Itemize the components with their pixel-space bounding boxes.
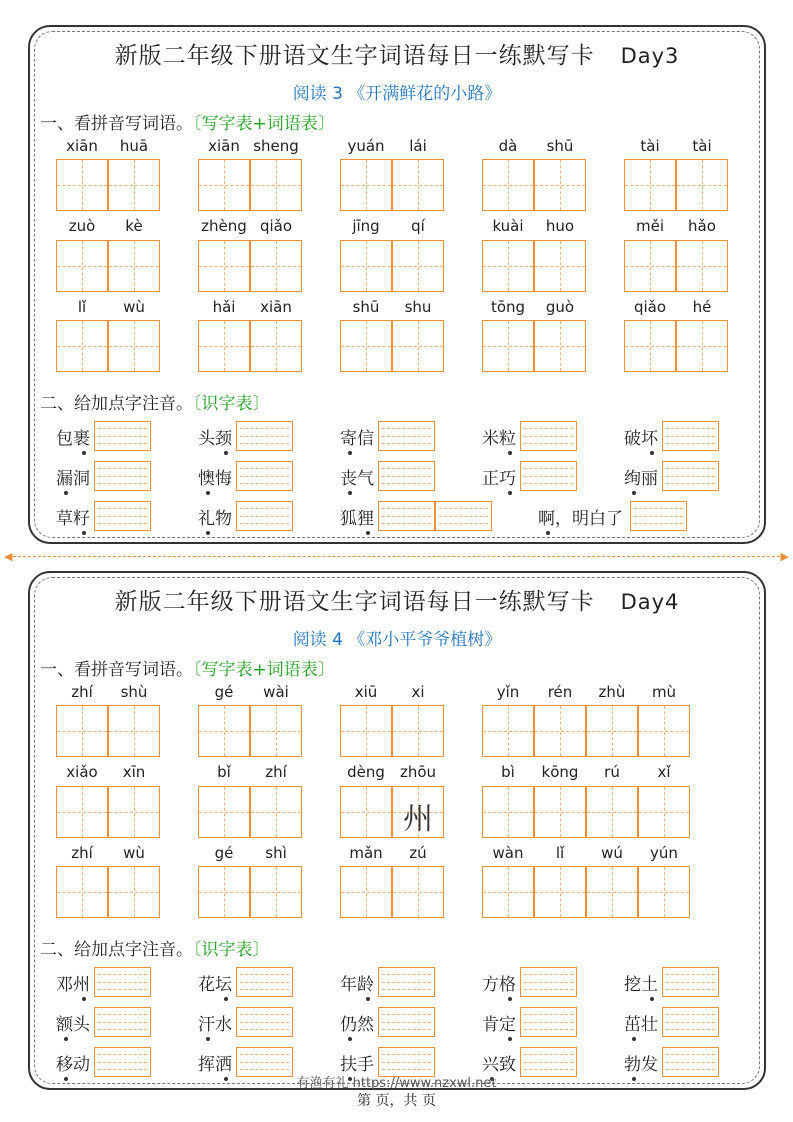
phonetic-word: 丧气 — [340, 469, 374, 489]
writing-box[interactable] — [482, 240, 534, 292]
answer-box[interactable] — [236, 1007, 293, 1037]
emphasis-dot — [64, 1037, 68, 1041]
answer-box[interactable] — [236, 967, 293, 997]
pinyin-label: hǎo — [688, 217, 716, 235]
writing-box[interactable] — [108, 866, 160, 918]
writing-box[interactable] — [534, 320, 586, 372]
pinyin-label: qí — [411, 217, 425, 235]
pinyin-label: zuò — [68, 217, 96, 235]
writing-box[interactable] — [392, 866, 444, 918]
phonetic-word: 邓州 — [56, 975, 90, 995]
answer-box[interactable] — [94, 967, 151, 997]
answer-box[interactable] — [378, 421, 435, 451]
writing-box[interactable] — [198, 240, 250, 292]
answer-box[interactable] — [662, 421, 719, 451]
emphasis-dot — [64, 491, 68, 495]
phonetic-word: 仍然 — [340, 1015, 374, 1035]
writing-box[interactable] — [56, 320, 108, 372]
pinyin-label: gé — [214, 844, 234, 862]
writing-box[interactable] — [392, 159, 444, 211]
writing-box[interactable] — [586, 866, 638, 918]
phonetic-word: 礼物 — [198, 509, 232, 529]
section-phonetic-heading: 二、给加点字注音。〔识字表〕 — [40, 394, 270, 414]
phonetic-word: 勃发 — [624, 1055, 658, 1075]
emphasis-dot — [224, 451, 228, 455]
pinyin-label: qiǎo — [259, 217, 293, 235]
phonetic-word: 绚丽 — [624, 469, 658, 489]
pinyin-label: shū — [352, 298, 380, 316]
pinyin-label: tōng — [490, 298, 526, 316]
writing-box[interactable] — [250, 786, 302, 838]
emphasis-dot — [366, 531, 370, 535]
answer-box[interactable] — [435, 501, 492, 531]
emphasis-dot — [348, 451, 352, 455]
phonetic-word: 汗水 — [198, 1015, 232, 1035]
emphasis-dot — [508, 491, 512, 495]
writing-box[interactable] — [392, 705, 444, 757]
emphasis-dot — [632, 491, 636, 495]
answer-box[interactable] — [94, 421, 151, 451]
emphasis-dot — [82, 451, 86, 455]
pinyin-label: xǐ — [657, 763, 671, 781]
writing-box[interactable] — [250, 705, 302, 757]
answer-box[interactable] — [378, 1007, 435, 1037]
phonetic-word: 漏洞 — [56, 469, 90, 489]
pinyin-label: xiǎo — [66, 763, 98, 781]
pinyin-label: xiān — [260, 298, 292, 316]
writing-box[interactable] — [676, 159, 728, 211]
writing-box[interactable] — [56, 705, 108, 757]
emphasis-dot — [650, 997, 654, 1001]
pinyin-label: lǐ — [555, 844, 565, 862]
phonetic-word: 移动 — [56, 1055, 90, 1075]
cut-line — [8, 556, 785, 557]
pinyin-label: kè — [125, 217, 143, 235]
writing-box[interactable] — [534, 705, 586, 757]
emphasis-dot — [650, 451, 654, 455]
emphasis-dot — [224, 997, 228, 1001]
prefilled-char: 州 — [403, 802, 433, 837]
writing-box[interactable] — [250, 866, 302, 918]
answer-box[interactable] — [520, 967, 577, 997]
writing-box[interactable] — [56, 159, 108, 211]
phonetic-word: 懊悔 — [198, 469, 232, 489]
writing-box[interactable] — [340, 866, 392, 918]
emphasis-dot — [546, 531, 550, 535]
emphasis-dot — [508, 451, 512, 455]
section-pinyin-heading: 一、看拼音写词语。〔写字表+词语表〕 — [40, 660, 335, 680]
pinyin-label: kōng — [541, 763, 579, 781]
writing-box[interactable] — [108, 159, 160, 211]
answer-box[interactable] — [662, 461, 719, 491]
card-subtitle: 阅读 4 《邓小平爷爷植树》 — [292, 630, 502, 650]
pinyin-label: wú — [601, 844, 623, 862]
writing-box[interactable] — [56, 866, 108, 918]
writing-box[interactable] — [534, 159, 586, 211]
phonetic-word: 年龄 — [340, 975, 374, 995]
writing-box[interactable] — [586, 705, 638, 757]
writing-box[interactable] — [250, 159, 302, 211]
phonetic-word: 花坛 — [198, 975, 232, 995]
arrow-left-icon: ◀ — [4, 550, 13, 563]
emphasis-dot — [206, 491, 210, 495]
pinyin-label: shu — [404, 298, 432, 316]
pinyin-label: shì — [265, 844, 287, 862]
emphasis-dot — [366, 997, 370, 1001]
pinyin-label: xiān — [66, 137, 98, 155]
writing-box[interactable] — [534, 786, 586, 838]
pinyin-label: tài — [692, 137, 712, 155]
writing-box[interactable] — [108, 320, 160, 372]
emphasis-dot — [508, 1037, 512, 1041]
writing-box[interactable] — [340, 159, 392, 211]
phonetic-word: 方格 — [482, 975, 516, 995]
writing-box[interactable] — [392, 320, 444, 372]
writing-box[interactable] — [198, 786, 250, 838]
pinyin-label: wài — [263, 683, 289, 701]
phonetic-word: 啊，明白了 — [538, 509, 623, 529]
card-day3 — [28, 25, 766, 544]
answer-box[interactable] — [520, 1007, 577, 1037]
pinyin-label: xi — [411, 683, 425, 701]
card-title: 新版二年级下册语文生字词语每日一练默写卡 Day3 — [114, 43, 680, 69]
writing-box[interactable] — [340, 240, 392, 292]
phonetic-word: 额头 — [56, 1015, 90, 1035]
writing-box[interactable] — [108, 240, 160, 292]
writing-box[interactable] — [198, 705, 250, 757]
phonetic-word: 包裹 — [56, 429, 90, 449]
writing-box[interactable] — [624, 240, 676, 292]
phonetic-word: 米粒 — [482, 429, 516, 449]
emphasis-dot — [206, 1037, 210, 1041]
day-label: Day4 — [620, 590, 680, 614]
pinyin-label: lái — [409, 137, 427, 155]
pinyin-label: yuán — [347, 137, 385, 155]
phonetic-word: 挖土 — [624, 975, 658, 995]
emphasis-dot — [82, 997, 86, 1001]
card-subtitle: 阅读 3 《开满鲜花的小路》 — [292, 84, 502, 104]
emphasis-dot — [348, 1037, 352, 1041]
writing-box[interactable] — [198, 320, 250, 372]
writing-box[interactable] — [534, 866, 586, 918]
answer-box[interactable] — [378, 501, 435, 531]
phonetic-word: 头颈 — [198, 429, 232, 449]
writing-box[interactable] — [108, 705, 160, 757]
answer-box[interactable] — [378, 967, 435, 997]
pinyin-label: shū — [546, 137, 574, 155]
answer-box[interactable] — [236, 501, 293, 531]
pinyin-label: zhí — [71, 844, 93, 862]
writing-box[interactable] — [56, 240, 108, 292]
card-title: 新版二年级下册语文生字词语每日一练默写卡 Day4 — [114, 589, 680, 615]
writing-box[interactable] — [482, 786, 534, 838]
writing-box[interactable] — [250, 320, 302, 372]
pinyin-label: rén — [547, 683, 573, 701]
pinyin-label: sheng — [253, 137, 299, 155]
writing-box[interactable] — [482, 705, 534, 757]
pinyin-label: rú — [604, 763, 620, 781]
pinyin-label: mù — [651, 683, 677, 701]
pinyin-label: bǐ — [217, 763, 231, 781]
pinyin-label: guò — [545, 298, 575, 316]
phonetic-word: 狐狸 — [340, 509, 374, 529]
writing-box[interactable] — [340, 705, 392, 757]
answer-box[interactable] — [94, 1007, 151, 1037]
writing-box[interactable] — [624, 320, 676, 372]
writing-box[interactable] — [198, 866, 250, 918]
section-phonetic-heading: 二、给加点字注音。〔识字表〕 — [40, 940, 270, 960]
writing-box[interactable] — [340, 320, 392, 372]
pinyin-label: yún — [650, 844, 678, 862]
pinyin-label: lǐ — [77, 298, 87, 316]
writing-box[interactable] — [392, 786, 444, 838]
pinyin-label: zhù — [598, 683, 626, 701]
writing-box[interactable] — [482, 866, 534, 918]
phonetic-word: 正巧 — [482, 469, 516, 489]
emphasis-dot — [348, 491, 352, 495]
pinyin-label: xiān — [208, 137, 240, 155]
writing-box[interactable] — [198, 159, 250, 211]
answer-box[interactable] — [94, 461, 151, 491]
watermark: 有渔有礼 https://www.nzxwl.net — [296, 1076, 497, 1091]
phonetic-word: 茁壮 — [624, 1015, 658, 1035]
pinyin-label: wàn — [492, 844, 524, 862]
emphasis-dot — [632, 1037, 636, 1041]
pinyin-label: zhèng — [201, 217, 247, 235]
answer-box[interactable] — [236, 421, 293, 451]
phonetic-word: 兴致 — [482, 1055, 516, 1075]
pinyin-label: xīn — [122, 763, 146, 781]
emphasis-dot — [206, 531, 210, 535]
pinyin-label: zhōu — [399, 763, 437, 781]
pinyin-label: tài — [640, 137, 660, 155]
pinyin-label: zhí — [265, 763, 287, 781]
phonetic-word: 寄信 — [340, 429, 374, 449]
answer-box[interactable] — [662, 967, 719, 997]
answer-box[interactable] — [520, 461, 577, 491]
phonetic-word: 草籽 — [56, 509, 90, 529]
card-day4 — [28, 571, 766, 1090]
emphasis-dot — [82, 531, 86, 535]
pinyin-label: huo — [545, 217, 575, 235]
writing-box[interactable] — [638, 866, 690, 918]
writing-box[interactable] — [56, 786, 108, 838]
writing-box[interactable] — [108, 786, 160, 838]
pinyin-label: hǎi — [212, 298, 236, 316]
writing-box[interactable] — [392, 240, 444, 292]
pinyin-label: yǐn — [496, 683, 520, 701]
pinyin-label: shù — [120, 683, 148, 701]
pinyin-label: zhí — [71, 683, 93, 701]
pinyin-label: wù — [123, 298, 145, 316]
answer-box[interactable] — [520, 421, 577, 451]
writing-box[interactable] — [482, 159, 534, 211]
pinyin-label: bì — [501, 763, 515, 781]
answer-box[interactable] — [94, 501, 151, 531]
arrow-right-icon: ▶ — [780, 550, 789, 563]
pinyin-label: zú — [409, 844, 427, 862]
answer-box[interactable] — [662, 1007, 719, 1037]
page-footer: 第 页，共 页 — [357, 1093, 436, 1109]
section-pinyin-heading: 一、看拼音写词语。〔写字表+词语表〕 — [40, 114, 335, 134]
pinyin-label: dà — [498, 137, 518, 155]
pinyin-label: huā — [119, 137, 149, 155]
writing-box[interactable] — [676, 240, 728, 292]
writing-box[interactable] — [638, 786, 690, 838]
pinyin-label: dèng — [347, 763, 385, 781]
pinyin-label: wù — [123, 844, 145, 862]
pinyin-label: měi — [635, 217, 664, 235]
pinyin-label: hé — [692, 298, 712, 316]
phonetic-word: 扶手 — [340, 1055, 374, 1075]
phonetic-word: 破坏 — [624, 429, 658, 449]
pinyin-label: qiǎo — [633, 298, 667, 316]
writing-box[interactable] — [340, 786, 392, 838]
pinyin-label: gé — [214, 683, 234, 701]
pinyin-label: kuài — [492, 217, 524, 235]
pinyin-label: jīng — [352, 217, 380, 235]
writing-box[interactable] — [586, 786, 638, 838]
writing-box[interactable] — [676, 320, 728, 372]
pinyin-label: xiū — [354, 683, 378, 701]
phonetic-word: 肯定 — [482, 1015, 516, 1035]
answer-box[interactable] — [236, 461, 293, 491]
writing-box[interactable] — [638, 705, 690, 757]
writing-box[interactable] — [534, 240, 586, 292]
answer-box[interactable] — [378, 461, 435, 491]
day-label: Day3 — [620, 44, 680, 68]
writing-box[interactable] — [624, 159, 676, 211]
phonetic-word: 挥洒 — [198, 1055, 232, 1075]
pinyin-label: mǎn — [349, 844, 383, 862]
answer-box[interactable] — [630, 501, 687, 531]
writing-box[interactable] — [250, 240, 302, 292]
emphasis-dot — [508, 997, 512, 1001]
writing-box[interactable] — [482, 320, 534, 372]
